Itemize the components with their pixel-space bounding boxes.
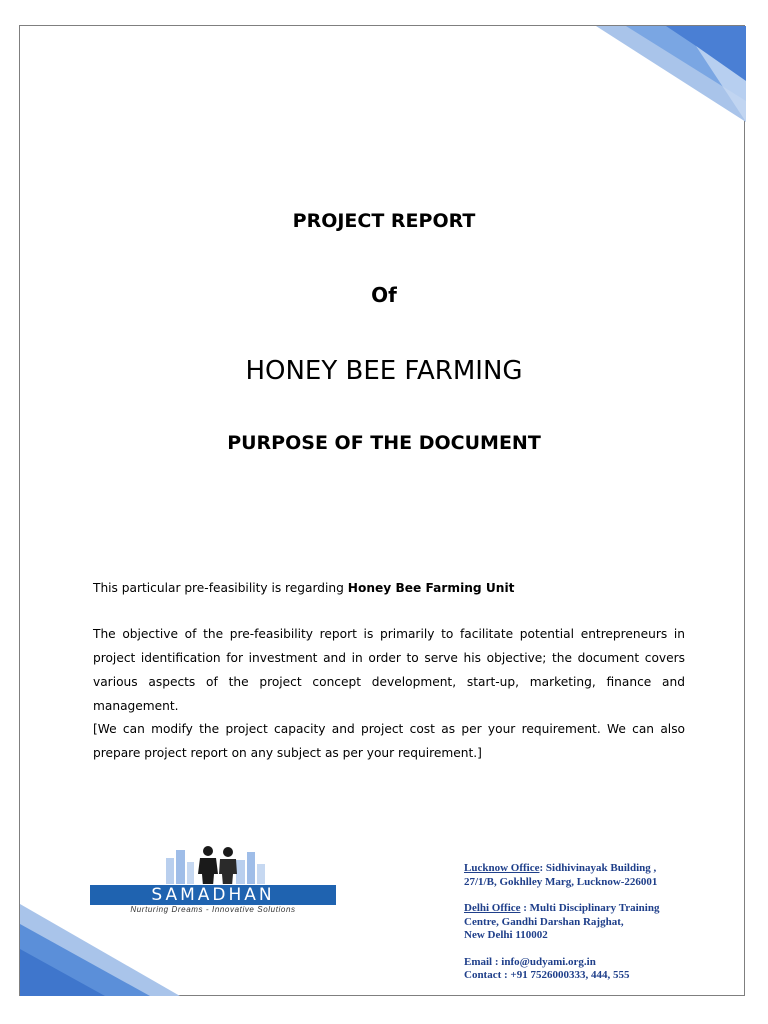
logo-tagline: Nurturing Dreams - Innovative Solutions <box>130 905 296 914</box>
delhi-address-line2: Centre, Gandhi Darshan Rajghat, <box>464 915 624 928</box>
delhi-office <box>464 902 734 943</box>
delhi-office-label: Delhi Office <box>464 902 521 914</box>
intro-text: This particular pre-feasibility is regarding <box>93 581 348 595</box>
note-paragraph: [We can modify the project capacity and project cost as per your requirement. We can also prepare project report on any subject as per your requirement.] <box>93 722 685 760</box>
email-text[interactable]: Email : info@udyami.org.in <box>464 955 596 968</box>
lucknow-address-line1: : Sidhivinayak Building , <box>539 862 657 874</box>
of-heading: Of <box>371 283 397 307</box>
samadhan-logo <box>90 844 340 916</box>
phone-text: Contact : +91 7526000333, 444, 555 <box>464 969 630 981</box>
intro-bold-text: Honey Bee Farming Unit <box>347 581 515 595</box>
lucknow-office <box>464 862 734 889</box>
skyline-people-icon <box>166 844 266 886</box>
objective-paragraph: The objective of the pre-feasibility report is primarily to facilitate potential entrepreneurs in project identification for investment and in order to serve his objective; the document covers various aspects of the project concept development, start-up, marketing, finance and management. <box>93 627 685 713</box>
lucknow-address-line2: 27/1/B, Gokhlley Marg, Lucknow-226001 <box>464 875 658 888</box>
delhi-address-line3: New Delhi 110002 <box>464 929 548 941</box>
subject-heading: HONEY BEE FARMING <box>245 356 523 386</box>
lucknow-office-label: Lucknow Office <box>464 862 540 874</box>
delhi-address-line1: : Multi Disciplinary Training <box>520 902 660 914</box>
top-right-decoration <box>596 26 746 126</box>
section-heading: PURPOSE OF THE DOCUMENT <box>227 432 541 454</box>
contact-details <box>464 956 734 983</box>
intro-paragraph <box>93 576 685 600</box>
bottom-left-decoration <box>20 904 180 996</box>
contact-block <box>464 862 734 983</box>
logo-name-text: SAMADHAN <box>151 885 275 905</box>
logo-name <box>90 885 336 905</box>
report-title: PROJECT REPORT <box>292 210 476 232</box>
